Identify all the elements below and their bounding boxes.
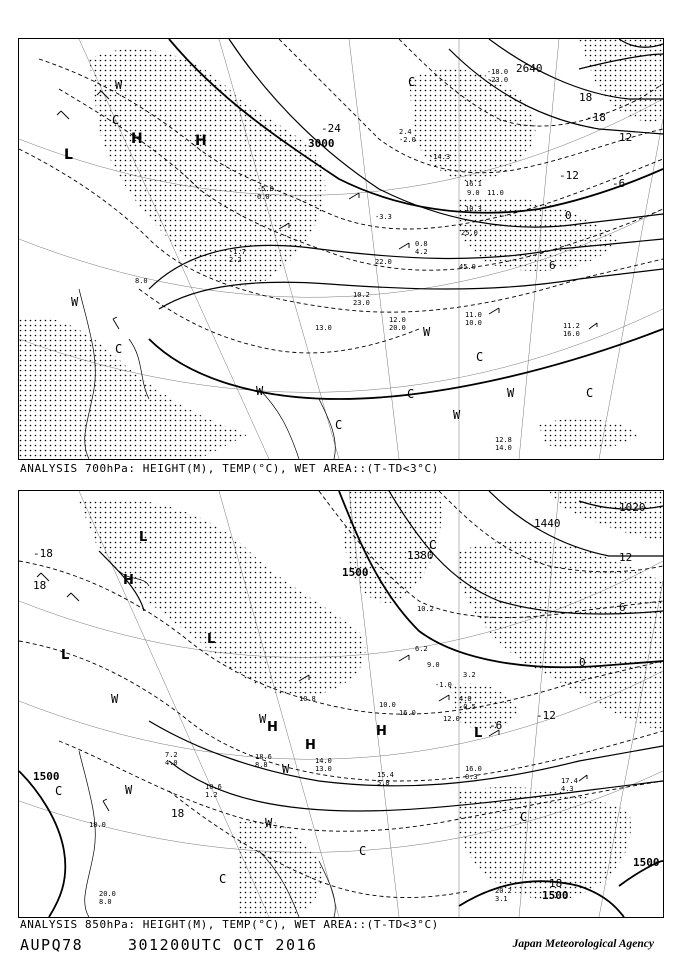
contour-label: 3000 (308, 137, 335, 150)
station-value: 4.3 (561, 785, 574, 793)
station-value: -2.0 (399, 136, 416, 144)
station-value: 4.2 (415, 248, 428, 256)
warm-center-label: W (125, 783, 133, 797)
contour-label: 6 (619, 601, 626, 614)
station-value: 13.0 (315, 324, 332, 332)
contour-label: 18 (171, 807, 185, 820)
station-value: 8.8 (255, 761, 268, 769)
pressure-center-label: L (64, 147, 73, 163)
station-value: -18.0 (487, 68, 509, 76)
station-value: 10.2 (417, 605, 434, 613)
cold-center-label: C (55, 784, 63, 798)
station-value: 8.0 (99, 898, 112, 906)
station-value: 3.1 (495, 895, 508, 903)
station-value: 9.0 (427, 661, 440, 669)
station-value: 3.2 (463, 671, 476, 679)
warm-center-label: W (507, 386, 515, 400)
cold-center-label: C (219, 872, 227, 886)
map-850hpa (18, 490, 664, 918)
contour-label: -18 (33, 547, 53, 560)
pressure-center-label: L (207, 632, 216, 647)
cold-center-label: C (520, 810, 528, 824)
station-value: -23.0 (487, 76, 509, 84)
contour-label: 12 (619, 131, 633, 144)
station-value: 16.0 (399, 709, 416, 717)
station-value: 5.8 (377, 779, 390, 787)
contour-label: 18 (549, 877, 563, 890)
station-value: 10.3 (465, 205, 482, 213)
station-value: 11.0 (487, 189, 504, 197)
warm-center-label: W (265, 816, 273, 830)
station-value: 6.0 (257, 193, 270, 201)
pressure-center-label: H (305, 738, 316, 753)
warm-center-label: W (256, 384, 264, 398)
station-value: 10.2 (353, 291, 370, 299)
map-700hpa-canvas (19, 39, 663, 459)
station-value: 16.0 (563, 330, 580, 338)
station-value: -1.0 (435, 681, 452, 689)
station-value: 4.0 (459, 695, 472, 703)
station-value: 14.0 (495, 444, 512, 452)
station-value: 0.8 (415, 240, 428, 248)
station-value: -1.7 (229, 248, 246, 256)
contour-label: 1500 (342, 566, 369, 579)
station-value: 2.2 (229, 256, 242, 264)
station-value: 14.0 (315, 757, 332, 765)
contour-label: 12 (619, 551, 633, 564)
station-value: 17.4 (561, 777, 578, 785)
station-value: 10.8 (299, 695, 316, 703)
map-700hpa (18, 38, 664, 460)
station-value: 13.0 (315, 765, 332, 773)
station-value: 20.0 (99, 890, 116, 898)
cold-center-label: C (476, 350, 484, 364)
pressure-center-label: L (139, 530, 148, 545)
contour-label: -12 (559, 169, 579, 182)
station-value: -0.5 (459, 703, 476, 711)
cold-center-label: C (586, 386, 594, 400)
station-value: 9.0 (467, 189, 480, 197)
contour-label: -6 (612, 177, 626, 190)
contour-label: 1380 (407, 549, 434, 562)
pressure-center-label: L (61, 648, 70, 663)
contour-label: 18 (33, 579, 47, 592)
station-value: 2.4 (399, 128, 412, 136)
station-value: -5.0 (257, 185, 274, 193)
station-value: 10.6 (205, 783, 222, 791)
warm-center-label: W (71, 295, 79, 309)
contour-label: 2640 (516, 62, 543, 75)
caption-850hpa: ANALYSIS 850hPa: HEIGHT(M), TEMP(°C), WET AREA::(T-TD<3°C) (20, 918, 439, 931)
contour-label: 1440 (534, 517, 561, 530)
caption-700hpa: ANALYSIS 700hPa: HEIGHT(M), TEMP(°C), WET AREA::(T-TD<3°C) (20, 462, 439, 475)
warm-center-label: W (111, 692, 119, 706)
station-value: 1.2 (205, 791, 218, 799)
warm-center-label: W (115, 78, 123, 92)
station-value: -14.3 (429, 153, 451, 161)
wet-area-shading (19, 39, 663, 459)
warm-center-label: W (453, 408, 461, 422)
contour-label: -18 (586, 111, 606, 124)
contour-label: -12 (536, 709, 556, 722)
cold-center-label: C (408, 75, 416, 89)
station-value: 10.0 (379, 701, 396, 709)
contour-label: 18 (579, 91, 593, 104)
warm-center-label: W (423, 325, 431, 339)
station-value: 25.0 (461, 229, 478, 237)
warm-center-label: W (259, 712, 267, 726)
agency-name: Japan Meteorological Agency (512, 938, 654, 950)
station-value: 22.0 (375, 258, 392, 266)
station-value: 23.0 (353, 299, 370, 307)
cold-center-label: C (335, 418, 343, 432)
station-value: 12.0 (443, 715, 460, 723)
station-value: 20.2 (495, 887, 512, 895)
pressure-center-label: H (267, 720, 278, 735)
station-value: 11.2 (563, 322, 580, 330)
valid-time: 301200UTC OCT 2016 (128, 936, 318, 954)
station-value: 16.0 (465, 765, 482, 773)
station-value: 18.0 (89, 821, 106, 829)
station-value: 0.3 (465, 773, 478, 781)
contour-label: 0 (579, 656, 586, 669)
cold-center-label: C (429, 538, 437, 552)
station-value: -3.3 (375, 213, 392, 221)
station-value: 10.0 (465, 319, 482, 327)
pressure-center-label: H (123, 573, 134, 588)
station-value: 20.0 (389, 324, 406, 332)
cold-center-label: C (359, 844, 367, 858)
contour-label: 1500 (33, 770, 60, 783)
warm-center-label: W (282, 762, 290, 776)
contour-label: 6 (549, 259, 556, 272)
contour-label: -6 (489, 719, 503, 732)
cold-center-label: C (115, 342, 123, 356)
station-value: 12.8 (495, 436, 512, 444)
pressure-center-label: H (195, 133, 207, 149)
station-value: 12.0 (389, 316, 406, 324)
contour-label: -24 (321, 122, 341, 135)
station-value: 15.4 (377, 771, 394, 779)
station-value: 45.0 (459, 263, 476, 271)
pressure-center-label: L (474, 726, 483, 741)
map-850hpa-canvas (19, 491, 663, 917)
station-value: 8.0 (135, 277, 148, 285)
contour-label: 0 (565, 209, 572, 222)
station-value: 6.2 (415, 645, 428, 653)
cold-center-label: C (407, 387, 415, 401)
pressure-center-label: H (376, 724, 387, 739)
station-value: 7.2 (165, 751, 178, 759)
cold-center-label: C (112, 113, 120, 127)
contour-label: 1020 (619, 501, 646, 514)
bulletin-id: AUPQ78 (20, 936, 84, 954)
contour-label: 1500 (542, 889, 569, 902)
pressure-center-label: H (131, 131, 143, 147)
station-value: 16.1 (465, 180, 482, 188)
station-value: 4.0 (165, 759, 178, 767)
station-value: 18.6 (255, 753, 272, 761)
station-value: 11.0 (465, 311, 482, 319)
contour-label: 1500 (633, 856, 660, 869)
